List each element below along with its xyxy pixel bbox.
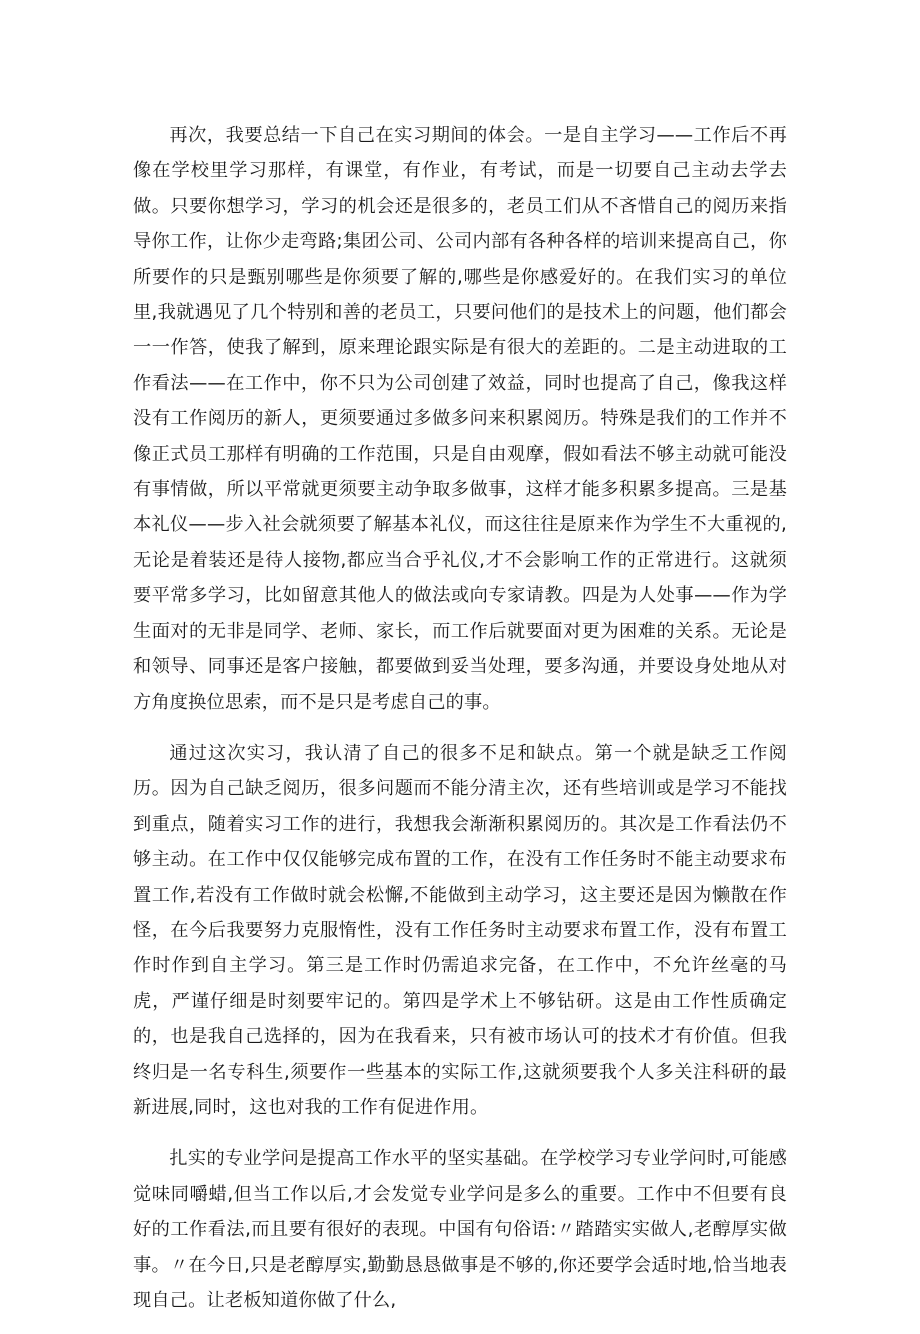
paragraph-experience-summary: 再次，我要总结一下自己在实习期间的体会。一是自主学习——工作后不再像在学校里学习那样，有课堂，有作业，有考试，而是一切要自己主动去学去做。只要你想学习，学习的机会还是很多的，老员工们从不吝惜自己的阅历来指导你工作，让你少走弯路;集团公司、公司内部有各种各样的培训来提高自己，你所要作的只是甄别哪些是你须要了解的,哪些是你感爱好的。在我们实习的单位里,我就遇见了几个特别和善的老员工，只要问他们的是技术上的问题，他们都会一一作答，使我了解到，原来理论跟实际是有很大的差距的。二是主动进取的工作看法——在工作中，你不只为公司创建了效益，同时也提高了自己，像我这样没有工作阅历的新人，更须要通过多做多问来积累阅历。特殊是我们的工作并不像正式员工那样有明确的工作范围，只是自由观摩，假如看法不够主动就可能没有事情做，所以平常就更须要主动争取多做事，这样才能多积累多提高。三是基本礼仪——步入社会就须要了解基本礼仪，而这往往是原来作为学生不大重视的,无论是着装还是待人接物,都应当合乎礼仪,才不会影响工作的正常进行。这就须要平常多学习，比如留意其他人的做法或向专家请教。四是为人处事——作为学生面对的无非是同学、老师、家长，而工作后就要面对更为困难的关系。无论是和领导、同事还是客户接触，都要做到妥当处理，要多沟通，并要设身处地从对方角度换位思索，而不是只是考虑自己的事。: [133, 125, 787, 713]
paragraph-professional-knowledge: 扎实的专业学问是提高工作水平的坚实基础。在学校学习专业学问时,可能感觉味同嚼蜡,但当工作以后,才会发觉专业学问是多么的重要。工作中不但要有良好的工作看法,而且要有很好的表现。中国有句俗语:〃踏踏实实做人,老醇厚实做事。〃在今日,只是老醇厚实,勤勤恳恳做事是不够的,你还要学会适时地,恰当地表现自己。让老板知道你做了什么,: [133, 1148, 787, 1311]
document-body: [133, 118, 787, 1334]
paragraph-shortcomings: 通过这次实习，我认清了自己的很多不足和缺点。第一个就是缺乏工作阅历。因为自己缺乏阅历，很多问题而不能分清主次，还有些培训或是学习不能找到重点，随着实习工作的进行，我想我会渐渐积累阅历的。其次是工作看法仍不够主动。在工作中仅仅能够完成布置的工作，在没有工作任务时不能主动要求布置工作,若没有工作做时就会松懈,不能做到主动学习，这主要还是因为懒散在作怪，在今后我要努力克服惰性，没有工作任务时主动要求布置工作，没有布置工作时作到自主学习。第三是工作时仍需追求完备，在工作中，不允许丝毫的马虎，严谨仔细是时刻要牢记的。第四是学术上不够钻研。这是由工作性质确定的，也是我自己选择的，因为在我看来，只有被市场认可的技术才有价值。但我终归是一名专科生,须要作一些基本的实际工作,这就须要我个人多关注科研的最新进展,同时，这也对我的工作有促进作用。: [133, 742, 787, 1118]
